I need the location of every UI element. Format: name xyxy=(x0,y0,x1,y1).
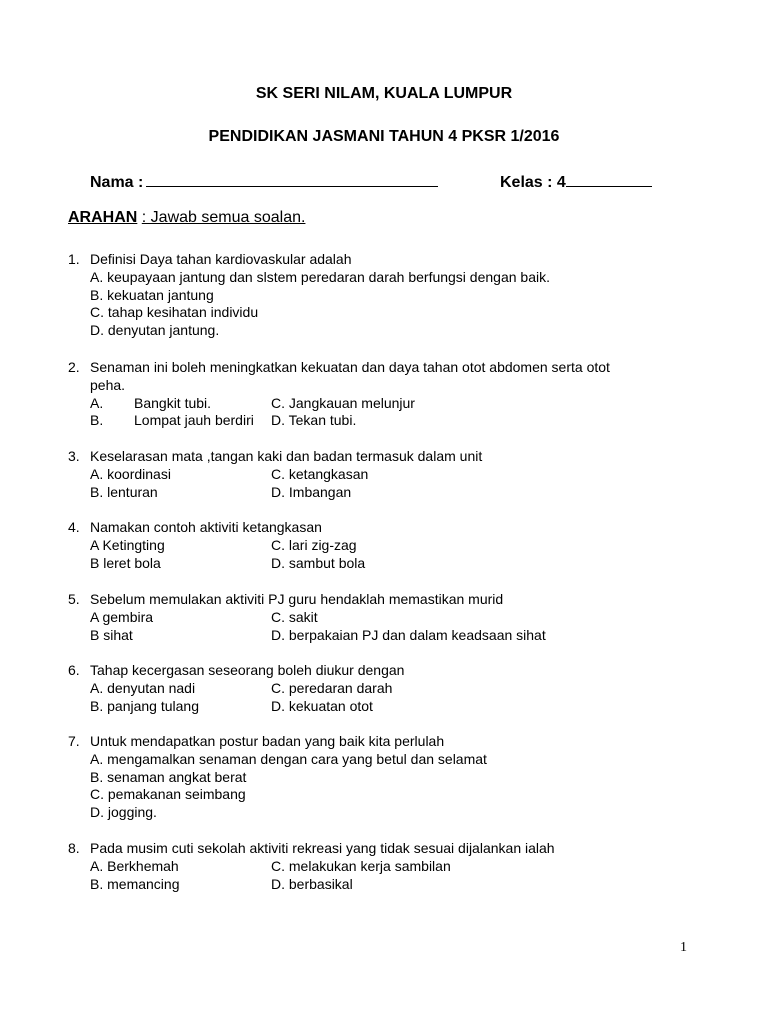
school-name: SK SERI NILAM, KUALA LUMPUR xyxy=(255,85,513,102)
option-row xyxy=(90,412,610,430)
option-a: A. Berkhemah xyxy=(90,857,179,874)
name-field xyxy=(90,170,438,192)
option-c: C. lari zig-zag xyxy=(271,536,357,553)
option-row xyxy=(90,536,357,555)
instructions xyxy=(68,209,305,227)
option-b: B leret bola xyxy=(90,554,161,571)
instructions-label: ARAHAN xyxy=(68,209,138,226)
question-stem: Definisi Daya tahan kardiovaskular adalah xyxy=(90,251,352,267)
question-5 xyxy=(68,591,546,644)
option-b-letter: B. xyxy=(90,412,104,429)
option-a: Bangkit tubi. xyxy=(134,394,212,411)
question-stem: Tahap kecergasan seseorang boleh diukur dengan xyxy=(90,662,405,678)
option-c: C. melakukan kerja sambilan xyxy=(271,857,451,874)
option-row xyxy=(90,858,555,876)
class-blank-line xyxy=(566,170,652,187)
option-c: C. sakit xyxy=(271,608,318,625)
option-a: A. koordinasi xyxy=(90,465,171,482)
question-number: 3. xyxy=(68,448,80,464)
option-c: C. tahap kesihatan individu xyxy=(90,304,259,321)
question-2 xyxy=(68,359,610,430)
option-d: D. jogging. xyxy=(90,804,157,821)
question-number: 4. xyxy=(68,519,80,535)
option-row xyxy=(90,698,404,716)
option-b: Lompat jauh berdiri xyxy=(134,412,254,429)
question-number: 1. xyxy=(68,251,80,267)
question-1 xyxy=(68,251,550,340)
name-blank-line xyxy=(146,170,438,187)
option-d: D. Imbangan xyxy=(271,483,352,500)
name-label: Nama : xyxy=(90,174,144,191)
option-c: C. peredaran darah xyxy=(271,679,393,696)
option-b: B. lenturan xyxy=(90,483,158,500)
option-a: A. mengamalkan senaman dengan cara yang betul dan selamat xyxy=(90,750,487,767)
question-4 xyxy=(68,519,366,572)
option-d: D. Tekan tubi. xyxy=(271,412,357,429)
option-row xyxy=(90,680,404,698)
option-row xyxy=(90,626,546,645)
option-d: D. denyutan jantung. xyxy=(90,322,220,339)
option-d: D. kekuatan otot xyxy=(271,697,373,714)
question-stem: Senaman ini boleh meningkatkan kekuatan dan daya tahan otot abdomen serta otot xyxy=(90,359,610,375)
page-number: 1 xyxy=(680,940,687,955)
option-a: A. keupayaan jantung dan slstem peredaran darah berfungsi dengan baik. xyxy=(90,268,550,285)
option-d: D. sambut bola xyxy=(271,554,366,571)
option-c: C. pemakanan seimbang xyxy=(90,786,246,803)
option-b: B. senaman angkat berat xyxy=(90,768,247,785)
question-7 xyxy=(68,733,487,822)
question-stem: Sebelum memulakan aktiviti PJ guru hendaklah memastikan murid xyxy=(90,591,504,607)
question-stem: Keselarasan mata ,tangan kaki dan badan termasuk dalam unit xyxy=(90,448,483,464)
option-b: B. kekuatan jantung xyxy=(90,286,214,303)
option-a: A gembira xyxy=(90,608,154,625)
option-b: B. panjang tulang xyxy=(90,697,199,714)
question-stem: Untuk mendapatkan postur badan yang baik kita perlulah xyxy=(90,733,445,749)
question-number: 7. xyxy=(68,733,80,749)
option-row xyxy=(90,609,503,627)
question-stem-continued: peha. xyxy=(90,376,126,393)
option-row xyxy=(90,484,482,502)
question-number: 2. xyxy=(68,359,80,375)
option-a: A. denyutan nadi xyxy=(90,679,196,696)
option-a-letter: A. xyxy=(90,394,104,411)
option-row xyxy=(90,876,555,894)
question-stem: Pada musim cuti sekolah aktiviti rekreasi yang tidak sesuai dijalankan ialah xyxy=(90,840,555,856)
exam-title: PENDIDIKAN JASMANI TAHUN 4 PKSR 1/2016 xyxy=(208,128,560,145)
question-8 xyxy=(68,840,555,893)
option-row xyxy=(90,466,482,484)
option-c: C. Jangkauan melunjur xyxy=(271,394,415,411)
question-number: 8. xyxy=(68,840,80,856)
question-number: 5. xyxy=(68,591,80,607)
option-b: B. memancing xyxy=(90,875,180,892)
option-d: D. berpakaian PJ dan dalam keadsaan sihat xyxy=(271,626,546,643)
question-3 xyxy=(68,448,482,501)
question-6 xyxy=(68,662,404,715)
option-c: C. ketangkasan xyxy=(271,465,369,482)
option-a: A Ketingting xyxy=(90,536,165,553)
question-stem: Namakan contoh aktiviti ketangkasan xyxy=(90,519,322,535)
class-field xyxy=(500,170,652,192)
question-number: 6. xyxy=(68,662,80,678)
option-row xyxy=(90,395,610,413)
option-row xyxy=(90,554,366,573)
class-label: Kelas : 4 xyxy=(500,174,566,191)
instructions-text: : Jawab semua soalan. xyxy=(141,209,306,226)
option-d: D. berbasikal xyxy=(271,875,353,892)
option-b: B sihat xyxy=(90,626,133,643)
